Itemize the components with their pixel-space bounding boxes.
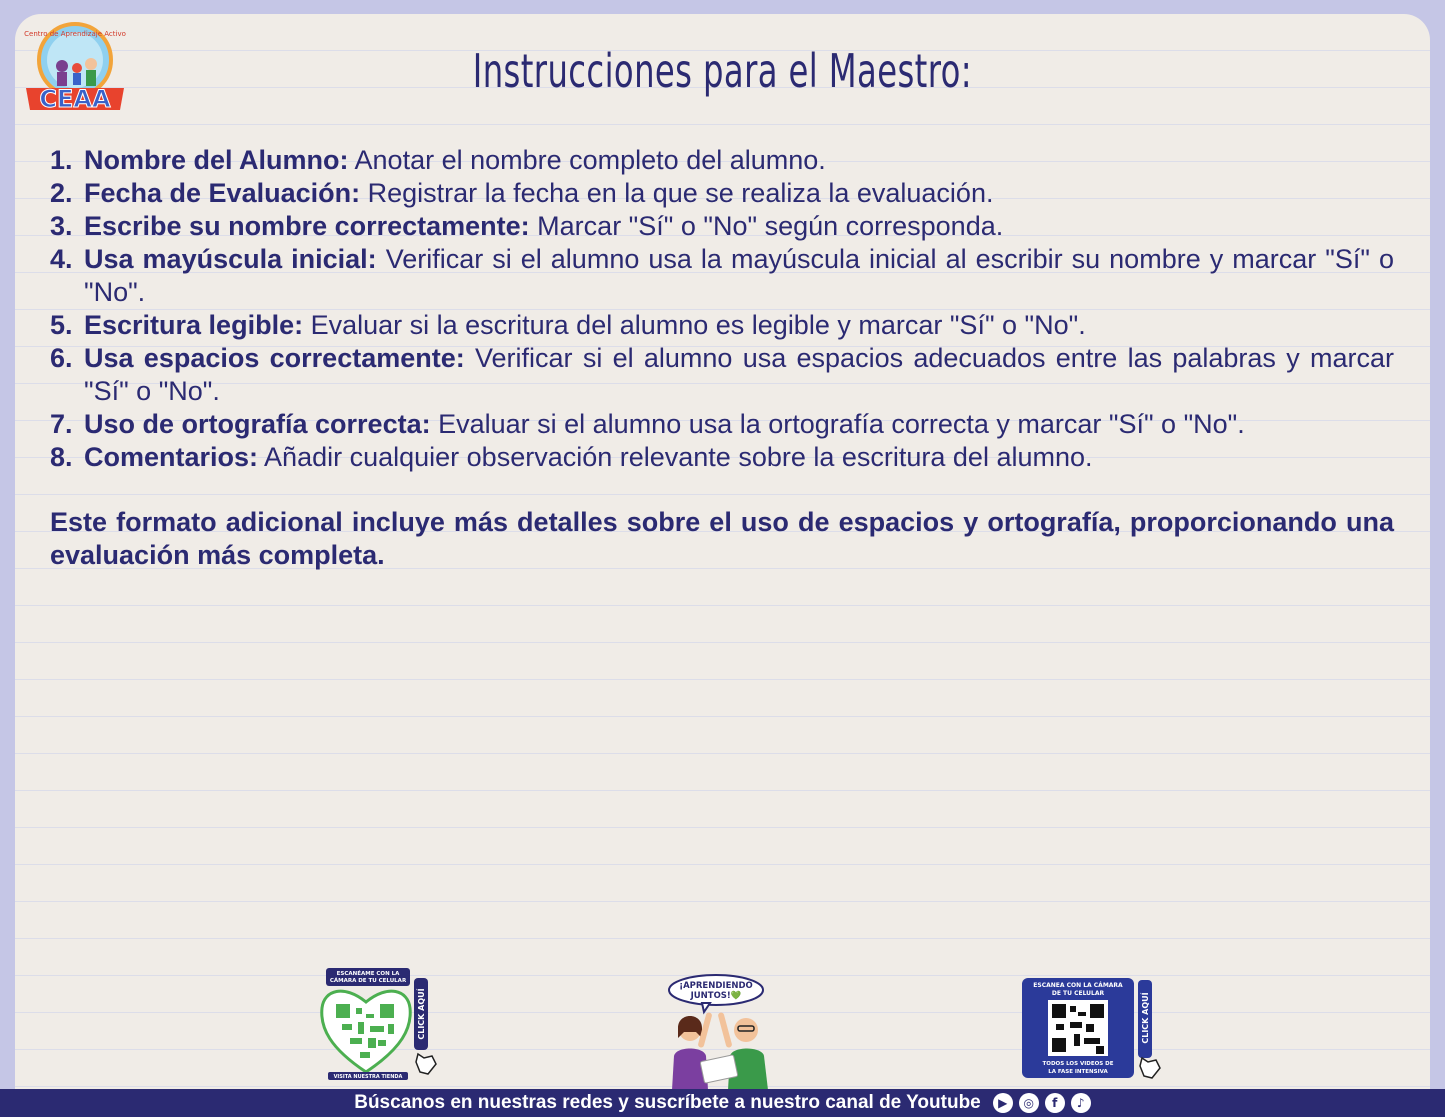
svg-text:TODOS LOS VIDEOS DE: TODOS LOS VIDEOS DE bbox=[1042, 1061, 1114, 1067]
evaluation-note: Este formato adicional incluye más detalles sobre el uso de espacios y ortografía, proporcionando una evaluación más completa. bbox=[50, 507, 1394, 570]
youtube-icon[interactable]: ▶ bbox=[993, 1093, 1013, 1113]
instruction-item: 6. Usa espacios correctamente: Verificar si el alumno usa espacios adecuados entre las palabras y marcar "Sí" o "No". bbox=[50, 343, 1394, 406]
facebook-icon[interactable]: f bbox=[1045, 1093, 1065, 1113]
svg-text:LA FASE INTENSIVA: LA FASE INTENSIVA bbox=[1048, 1069, 1108, 1075]
svg-text:DE TU CELULAR: DE TU CELULAR bbox=[1051, 990, 1105, 997]
instruction-item: 2. Fecha de Evaluación: Registrar la fecha en la que se realiza la evaluación. bbox=[50, 178, 994, 208]
svg-text:CÁMARA DE TU CELULAR: CÁMARA DE TU CELULAR bbox=[329, 978, 407, 984]
instagram-icon[interactable]: ◎ bbox=[1019, 1093, 1039, 1113]
social-links bbox=[993, 1093, 1091, 1113]
svg-text:ESCANÉAME CON LA: ESCANÉAME CON LA bbox=[336, 971, 400, 977]
svg-text:CLICK AQUÍ: CLICK AQUÍ bbox=[417, 988, 426, 1040]
svg-text:Centro de Aprendizaje Activo: Centro de Aprendizaje Activo bbox=[24, 30, 126, 38]
svg-text:ESCANEA CON LA CÁMARA: ESCANEA CON LA CÁMARA bbox=[1033, 982, 1123, 989]
ceaa-logo bbox=[22, 18, 128, 114]
instruction-item: 1. Nombre del Alumno: Anotar el nombre completo del alumno. bbox=[50, 145, 826, 175]
instruction-item: 7. Uso de ortografía correcta: Evaluar si el alumno usa la ortografía correcta y marcar "Sí" o "No". bbox=[50, 409, 1245, 439]
store-qr-link[interactable] bbox=[320, 968, 438, 1082]
svg-text:VISITA NUESTRA TIENDA: VISITA NUESTRA TIENDA bbox=[333, 1074, 403, 1080]
footer-text: Búscanos en nuestras redes y suscríbete a nuestro canal de Youtube bbox=[354, 1092, 981, 1113]
mascots-illustration bbox=[662, 972, 782, 1090]
page-title: Instrucciones para el Maestro: bbox=[472, 44, 972, 98]
instruction-item: 4. Usa mayúscula inicial: Verificar si el alumno usa la mayúscula inicial al escribir su nombre y marcar "Sí" o "No". bbox=[50, 244, 1394, 307]
svg-text:CLICK AQUÍ: CLICK AQUÍ bbox=[1141, 992, 1150, 1044]
svg-text:CEAA: CEAA bbox=[39, 85, 111, 113]
svg-text:¡APRENDIENDO: ¡APRENDIENDO bbox=[679, 981, 753, 991]
instruction-item: 5. Escritura legible: Evaluar si la escritura del alumno es legible y marcar "Sí" o "No". bbox=[50, 310, 1086, 340]
instruction-item: 3. Escribe su nombre correctamente: Marcar "Sí" o "No" según corresponda. bbox=[50, 211, 1004, 241]
instructions-list bbox=[50, 144, 1394, 474]
videos-qr-link[interactable] bbox=[1022, 978, 1162, 1082]
instruction-item: 8. Comentarios: Añadir cualquier observación relevante sobre la escritura del alumno. bbox=[50, 442, 1093, 472]
svg-text:JUNTOS!💚: JUNTOS!💚 bbox=[690, 991, 742, 1001]
tiktok-icon[interactable]: ♪ bbox=[1071, 1093, 1091, 1113]
footer-banner bbox=[0, 1089, 1445, 1117]
